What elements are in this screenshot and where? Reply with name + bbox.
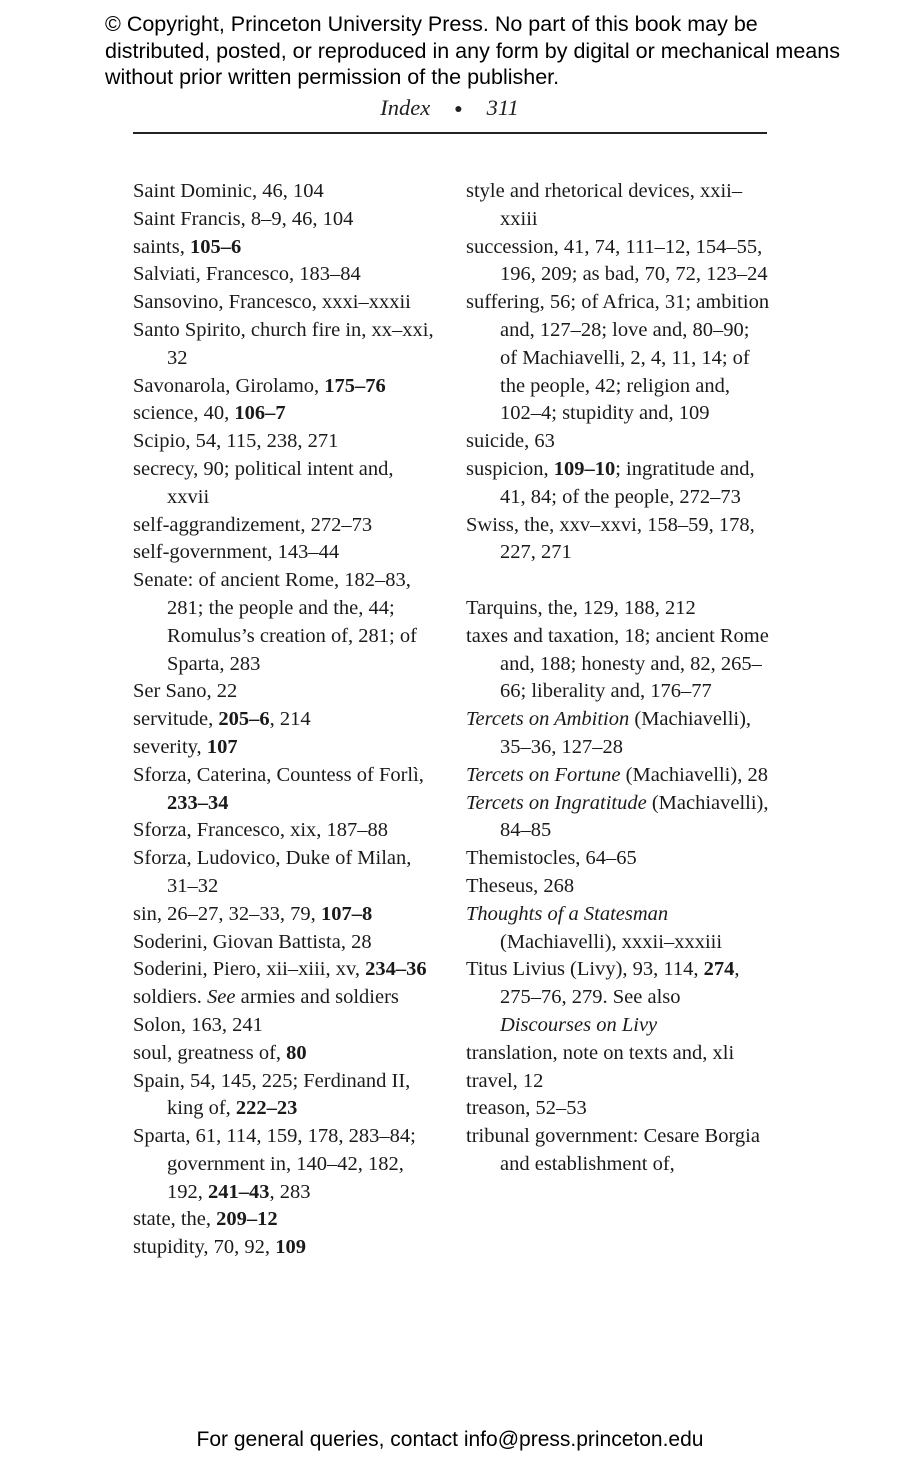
index-entry: stupidity, 70, 92, 109 <box>133 1236 306 1259</box>
index-entry: Tercets on Ambition (Machiavelli), 35–36, 127–28 <box>466 708 752 758</box>
index-entry: Savonarola, Girolamo, 175–76 <box>133 374 386 397</box>
index-entry: Sforza, Ludovico, Duke of Milan, 31–32 <box>133 847 412 897</box>
index-entry: tribunal government: Cesare Borgia and establishment of, <box>466 1125 760 1175</box>
index-entry: Spain, 54, 145, 225; Ferdinand II, king of, 222–23 <box>133 1069 411 1120</box>
index-entry: Ser Sano, 22 <box>133 680 238 703</box>
index-entry: secrecy, 90; political intent and, xxvii <box>133 457 394 508</box>
index-entry: Senate: of ancient Rome, 182–83, 281; the people and the, 44; Romulus’s creation of, 281; of Sparta, 283 <box>133 569 417 675</box>
index-entry: style and rhetorical devices, xxii–xxiii <box>466 180 743 230</box>
index-entry: translation, note on texts and, xli <box>466 1041 735 1064</box>
index-entry: Sforza, Francesco, xix, 187–88 <box>133 819 389 842</box>
index-entry: Swiss, the, xxv–xxvi, 158–59, 178, 227, 271 <box>466 513 755 564</box>
index-entry: Tarquins, the, 129, 188, 212 <box>466 596 696 619</box>
header-rule <box>133 132 767 134</box>
index-entry: Salviati, Francesco, 183–84 <box>133 263 361 286</box>
index-entry: severity, 107 <box>133 735 238 758</box>
index-entry: Soderini, Piero, xii–xiii, xv, 234–36 <box>133 958 427 981</box>
copyright-notice: © Copyright, Princeton University Press. No part of this book may be distributed, posted, or reproduced in any form by digital or mechanical means without prior written permission of the publisher. <box>105 12 840 89</box>
index-entry: treason, 52–53 <box>466 1097 587 1120</box>
index-entry: Thoughts of a Statesman (Machiavelli), xxxii–xxxiii <box>466 902 723 953</box>
index-entry: Tercets on Fortune (Machiavelli), 28 <box>466 763 768 786</box>
running-title: Index <box>380 95 431 120</box>
index-entry: Theseus, 268 <box>466 874 575 897</box>
index-entry: travel, 12 <box>466 1069 544 1092</box>
index-entry: suspicion, 109–10; ingratitude and, 41, 84; of the people, 272–73 <box>466 457 755 508</box>
index-entry: Scipio, 54, 115, 238, 271 <box>133 430 339 453</box>
index-entry: succession, 41, 74, 111–12, 154–55, 196, 209; as bad, 70, 72, 123–24 <box>466 235 768 286</box>
index-entry: Themistocles, 64–65 <box>466 847 637 870</box>
index-entry: Solon, 163, 241 <box>133 1013 263 1036</box>
index-entry: science, 40, 106–7 <box>133 402 286 425</box>
index-entry: soldiers. See armies and soldiers <box>133 986 399 1009</box>
index-column-left <box>133 178 438 1262</box>
letter-group-spacer <box>466 567 771 595</box>
bullet-separator: ● <box>454 102 463 117</box>
index-entry: Sparta, 61, 114, 159, 178, 283–84; government in, 140–42, 182, 192, 241–43, 283 <box>133 1125 416 1203</box>
index-entry: soul, greatness of, 80 <box>133 1041 307 1064</box>
index-entry: self-government, 143–44 <box>133 541 340 564</box>
index-entry: Saint Dominic, 46, 104 <box>133 180 324 202</box>
index-entry: Sansovino, Francesco, xxxi–xxxii <box>133 291 411 314</box>
index-column-right <box>466 178 771 1179</box>
index-entry: Sforza, Caterina, Countess of Forlì, 233–34 <box>133 763 424 814</box>
index-entry: Saint Francis, 8–9, 46, 104 <box>133 207 354 230</box>
index-entry: state, the, 209–12 <box>133 1208 278 1231</box>
index-entry: sin, 26–27, 32–33, 79, 107–8 <box>133 902 373 925</box>
index-entry: saints, 105–6 <box>133 235 242 258</box>
index-entry: suffering, 56; of Africa, 31; ambition and, 127–28; love and, 80–90; of Machiavelli, 2, 4, 11, 14; of the people, 42; religion and, 102–4; stupidity and, 109 <box>466 291 770 425</box>
index-entry: Titus Livius (Livy), 93, 114, 274, 275–76, 279. See also Discourses on Livy <box>466 958 740 1036</box>
index-entry: taxes and taxation, 18; ancient Rome and, 188; honesty and, 82, 265–66; liberality and, 176–77 <box>466 624 769 703</box>
page-number: 311 <box>486 95 519 120</box>
running-head <box>133 94 766 126</box>
index-entry: suicide, 63 <box>466 430 555 453</box>
index-entry: self-aggrandizement, 272–73 <box>133 513 373 536</box>
index-entry: Santo Spirito, church fire in, xx–xxi, 32 <box>133 318 434 369</box>
footer-contact: For general queries, contact info@press.princeton.edu <box>196 1428 704 1451</box>
index-entry: Tercets on Ingratitude (Machiavelli), 84–85 <box>466 791 769 842</box>
index-entry: Soderini, Giovan Battista, 28 <box>133 930 372 953</box>
index-entry: servitude, 205–6, 214 <box>133 708 311 731</box>
